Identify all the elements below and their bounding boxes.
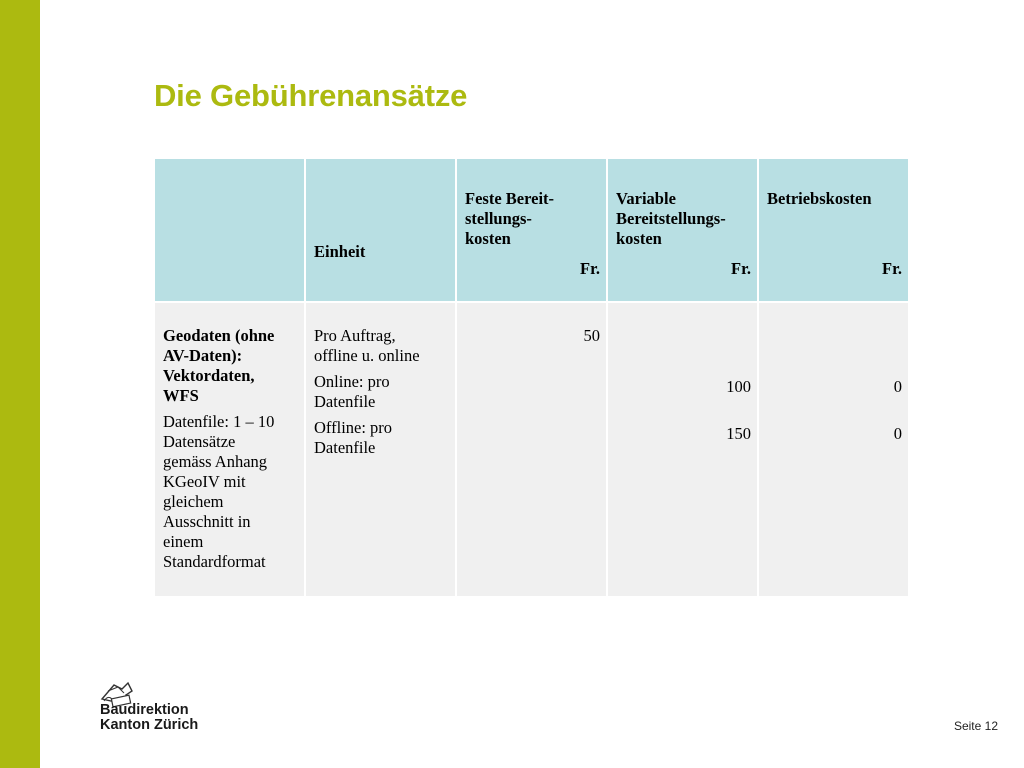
product-title-line: Geodaten (ohne: [163, 326, 275, 345]
cell-einheit: [305, 302, 456, 597]
header-variable-line2: Bereitstellungs-: [616, 209, 726, 228]
header-feste-kosten: [456, 158, 607, 302]
product-title: [163, 326, 296, 406]
table-header-row: [154, 158, 909, 302]
betrieb-value-online: 0: [893, 377, 902, 396]
header-betrieb-unit: Fr.: [881, 259, 902, 278]
accent-side-bar: [0, 0, 40, 768]
einheit-line: Pro Auftrag,: [314, 326, 396, 345]
product-desc-line: gemäss Anhang: [163, 452, 268, 471]
page-number: Seite 12: [953, 719, 998, 733]
logo-line-1: Baudirektion: [100, 702, 189, 718]
header-feste-unit: Fr.: [579, 259, 600, 278]
header-betriebskosten: [758, 158, 909, 302]
product-title-line: Vektordaten,: [163, 366, 255, 385]
header-variable-unit: Fr.: [730, 259, 751, 278]
header-empty-cell: [154, 158, 305, 302]
einheit-line: Online: pro: [314, 372, 390, 391]
header-feste-line2: stellungs-: [465, 209, 532, 228]
logo-text: [100, 703, 198, 733]
einheit-entry: [314, 326, 447, 366]
betrieb-value-offline: 0: [893, 424, 902, 443]
header-betrieb-label: Betriebskosten: [767, 189, 872, 208]
product-desc-line: Datenfile: 1 – 10: [163, 412, 275, 431]
product-title-line: AV-Daten):: [163, 346, 243, 365]
header-feste-line1: Feste Bereit-: [465, 189, 555, 208]
header-variable-line3: kosten: [616, 229, 662, 248]
product-title-line: WFS: [163, 386, 199, 405]
cell-product: [154, 302, 305, 597]
einheit-entry: [314, 372, 447, 412]
product-description: [163, 412, 296, 572]
einheit-line: Offline: pro: [314, 418, 393, 437]
feste-value: 50: [583, 326, 600, 345]
cell-betriebskosten: [758, 302, 909, 597]
cell-feste-kosten: [456, 302, 607, 597]
slide-title: Die Gebührenansätze: [154, 78, 468, 113]
header-einheit-label: Einheit: [314, 242, 366, 261]
table-row: [154, 302, 909, 597]
product-desc-line: Ausschnitt in: [163, 512, 251, 531]
cell-variable-kosten: [607, 302, 758, 597]
einheit-entry: [314, 418, 447, 458]
variable-value-offline: 150: [726, 424, 751, 443]
product-desc-line: einem: [163, 532, 204, 551]
header-feste-line3: kosten: [465, 229, 511, 248]
product-desc-line: Datensätze: [163, 432, 236, 451]
einheit-line: Datenfile: [314, 392, 376, 411]
header-variable-kosten: [607, 158, 758, 302]
header-einheit: [305, 158, 456, 302]
product-desc-line: Standardformat: [163, 552, 266, 571]
product-desc-line: gleichem: [163, 492, 224, 511]
einheit-line: Datenfile: [314, 438, 376, 457]
logo-line-2: Kanton Zürich: [100, 717, 199, 733]
variable-value-online: 100: [726, 377, 751, 396]
product-desc-line: KGeoIV mit: [163, 472, 246, 491]
header-variable-line1: Variable: [616, 189, 676, 208]
fee-table: [153, 157, 910, 598]
einheit-line: offline u. online: [314, 346, 420, 365]
